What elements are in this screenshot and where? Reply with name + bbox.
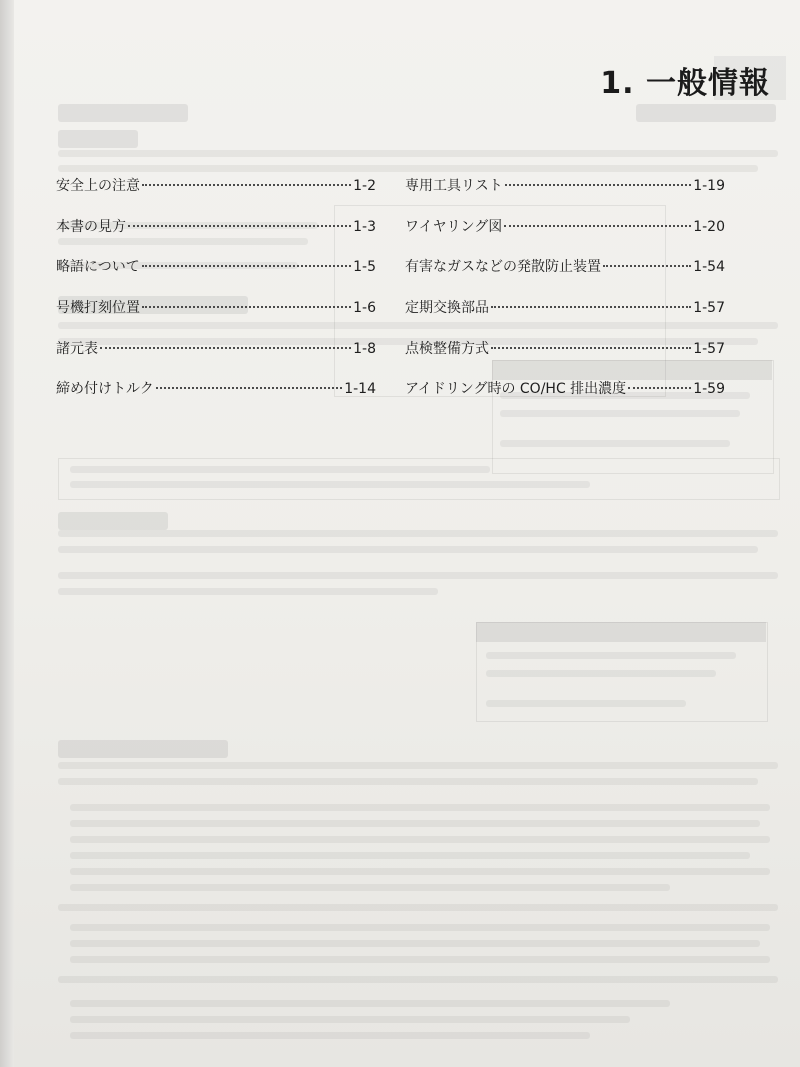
toc-entry[interactable] [405, 378, 725, 419]
toc-entry-label: 号機打刻位置 [56, 300, 140, 317]
toc-entry[interactable] [56, 297, 376, 338]
toc-entry-page: 1-54 [693, 259, 725, 276]
toc-entry-label: 締め付けトルク [56, 381, 154, 398]
dot-leader [100, 347, 351, 349]
toc-left-column [56, 175, 376, 419]
toc-entry-page: 1-6 [353, 300, 376, 317]
dot-leader [603, 265, 691, 267]
toc-entry[interactable] [56, 338, 376, 379]
toc-entry[interactable] [405, 256, 725, 297]
dot-leader [142, 265, 351, 267]
dot-leader [628, 387, 691, 389]
toc-entry-label: 本書の見方 [56, 218, 126, 235]
dot-leader [156, 387, 342, 389]
toc-entry-label: 安全上の注意 [56, 178, 140, 194]
toc-entry-page: 1-57 [693, 340, 725, 357]
toc-entry-page: 1-5 [353, 259, 376, 276]
toc-entry-page: 1-3 [353, 218, 376, 235]
dot-leader [505, 184, 691, 186]
toc-entry-page: 1-57 [693, 300, 725, 317]
toc-entry-page: 1-8 [353, 340, 376, 357]
toc-entry[interactable] [56, 175, 376, 216]
toc-entry[interactable] [56, 256, 376, 297]
toc-entry[interactable] [56, 216, 376, 257]
dot-leader [504, 225, 691, 227]
document-page [14, 0, 800, 1067]
toc-entry-page: 1-19 [693, 178, 725, 194]
dot-leader [142, 184, 351, 186]
toc-entry-label: 点検整備方式 [405, 340, 489, 357]
toc-entry-page: 1-14 [344, 381, 376, 398]
toc-entry[interactable] [405, 175, 725, 216]
section-title: 1. 一般情報 [600, 66, 770, 101]
toc-entry[interactable] [405, 338, 725, 379]
toc-entry-page: 1-20 [693, 218, 725, 235]
dot-leader [128, 225, 351, 227]
toc-entry-label: 専用工具リスト [405, 178, 503, 194]
toc-entry-label: アイドリング時の CO/HC 排出濃度 [405, 381, 627, 398]
dot-leader [491, 347, 691, 349]
book-spine-shadow [0, 0, 14, 1067]
toc-entry-label: 定期交換部品 [405, 300, 489, 317]
dot-leader [491, 306, 691, 308]
toc-entry-label: ワイヤリング図 [405, 218, 503, 235]
toc-entry[interactable] [405, 216, 725, 257]
toc-entry-label: 諸元表 [56, 340, 98, 357]
toc-entry[interactable] [56, 378, 376, 419]
toc-right-column [405, 175, 725, 419]
toc-entry-label: 有害なガスなどの発散防止装置 [405, 259, 601, 276]
toc-entry-label: 略語について [56, 259, 140, 276]
toc-entry-page: 1-2 [353, 178, 376, 194]
dot-leader [142, 306, 351, 308]
toc-entry[interactable] [405, 297, 725, 338]
toc-entry-page: 1-59 [693, 381, 725, 398]
